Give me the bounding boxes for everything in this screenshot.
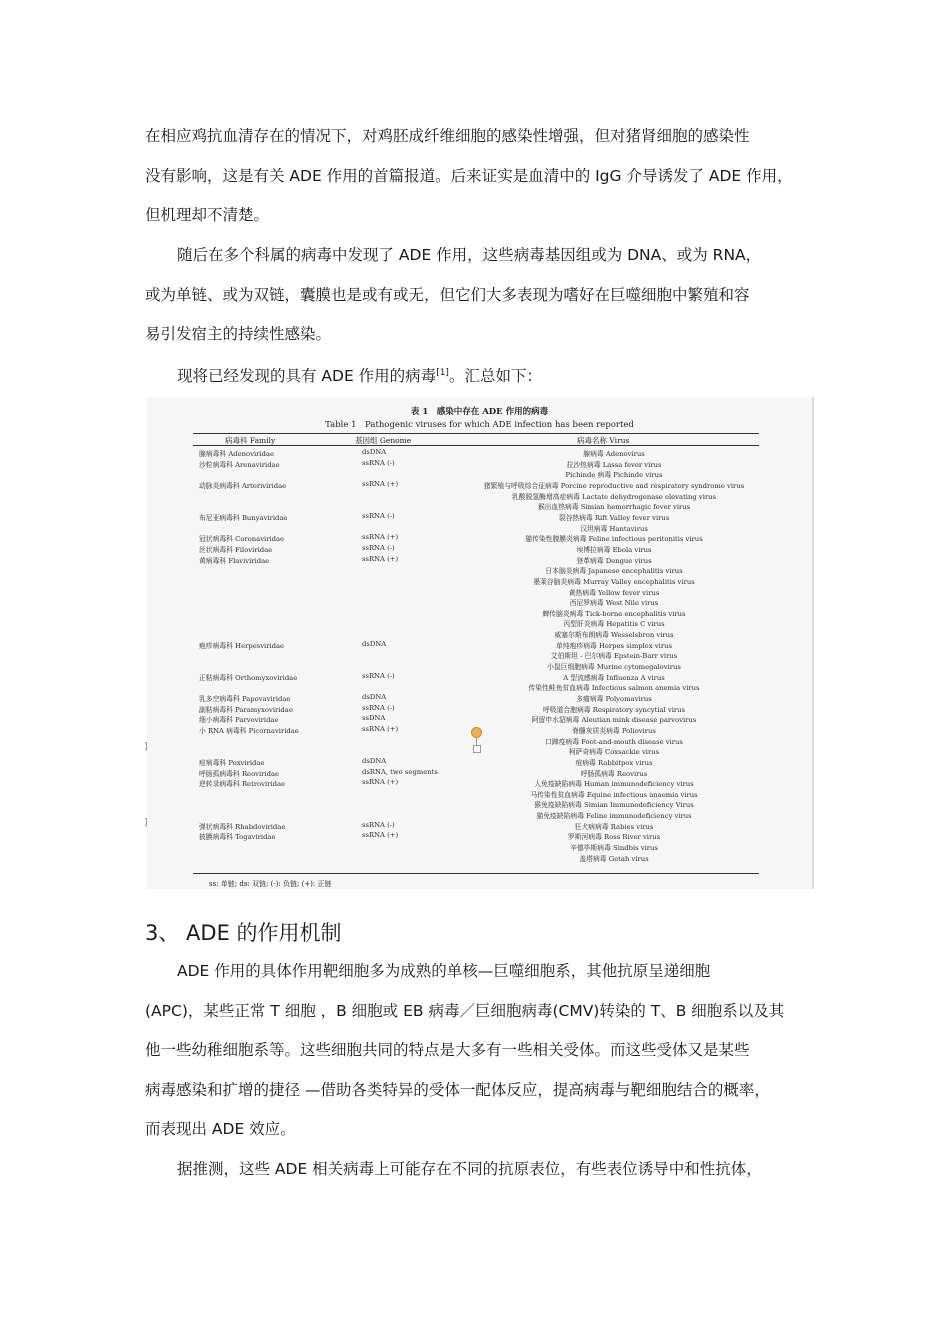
table-cell-genome: dsDNA bbox=[362, 448, 387, 456]
table-cell-genome: ssRNA (-) bbox=[362, 703, 395, 712]
table-cell-virus: 腺病毒 Adenovirus bbox=[583, 450, 645, 458]
table-header-family: 病毒科 Family bbox=[225, 436, 276, 445]
object-anchor-box-icon[interactable] bbox=[473, 745, 481, 753]
table-cell-genome: ssRNA (+) bbox=[362, 554, 399, 563]
table-cell-virus: 马传染性贫血病毒 Equine infectious anaemia virus bbox=[530, 790, 698, 799]
table-cell-virus: 辛德毕斯病毒 Sindbis virus bbox=[570, 844, 658, 853]
table-cell-family: 腺病毒科 Adenoviridae bbox=[199, 450, 274, 458]
table-cell-virus: 威塞尔斯布朗病毒 Wesselsbron virus bbox=[554, 631, 674, 640]
table-cell-virus: 日本脑炎病毒 Japanese encephalitis virus bbox=[545, 567, 683, 576]
table-cell-virus: 盖塔病毒 Getah virus bbox=[579, 854, 649, 863]
paragraph-3-text: 现将已经发现的具有 ADE 作用的病毒 bbox=[177, 367, 437, 385]
table-cell-virus: 脊髓灰质炎病毒 Poliovirus bbox=[572, 726, 656, 735]
table-cell-virus: 登革病毒 Dengue virus bbox=[576, 556, 652, 565]
table-cell-family: 丝状病毒科 Filoviridae bbox=[199, 545, 273, 554]
table-cell-family: 细小病毒科 Parvoviridae bbox=[199, 716, 279, 725]
text-line: 他一些幼稚细胞系等。这些细胞共同的特点是大多有一些相关受体。而这些受体又是某些 bbox=[145, 1041, 750, 1059]
table-cell-virus: 呼吸道合胞病毒 Respiratory syncytial virus bbox=[542, 705, 686, 714]
table-cell-family: 小 RNA 病毒科 Picornaviridae bbox=[199, 726, 299, 735]
virus-table-image[interactable] bbox=[147, 397, 814, 889]
table-cell-virus: 蜱传脑炎病毒 Tick-borne encephalitis virus bbox=[542, 609, 686, 618]
table-caption-cn: 表 1 感染中存在 ADE 作用的病毒 bbox=[410, 407, 549, 417]
table-cell-family: 疱疹病毒科 Herpesviridae bbox=[199, 641, 285, 650]
text-line: 据推测，这些 ADE 相关病毒上可能存在不同的抗原表位，有些表位诱导中和性抗体， bbox=[177, 1160, 762, 1178]
table-cell-virus: 埃博拉病毒 Ebola virus bbox=[576, 545, 652, 554]
table-cell-family: 黄病毒科 Flaviviridae bbox=[199, 556, 270, 565]
table-cell-genome: ssRNA (+) bbox=[362, 831, 399, 840]
text-line: 易引发宿主的持续性感染。 bbox=[145, 325, 332, 343]
margin-bracket-icon: ] bbox=[144, 742, 148, 752]
table-cell-virus: 猪繁殖与呼吸综合征病毒 Porcine reproductive and respiratory syndrome virus bbox=[483, 482, 745, 490]
table-cell-virus: 乳酸脱氢酶增高症病毒 Lactate dehydrogenase elevating virus bbox=[512, 492, 716, 501]
anchor-connector bbox=[476, 738, 477, 745]
table-cell-genome: dsDNA bbox=[362, 693, 387, 701]
text-line: 而表现出 ADE 效应。 bbox=[145, 1120, 296, 1138]
paragraph-2 bbox=[145, 236, 817, 355]
table-cell-virus: 柯萨奇病毒 Coxsackie virus bbox=[568, 748, 660, 757]
table-cell-virus: 狂犬病病毒 Rabies virus bbox=[574, 822, 654, 831]
table-cell-virus: Pichinde 病毒 Pichinde virus bbox=[565, 471, 663, 480]
table-cell-family: 动脉炎病毒科 Arteriviridae bbox=[199, 482, 287, 490]
table-cell-virus: 口蹄疫病毒 Foot-and-mouth disease virus bbox=[545, 737, 683, 746]
paragraph-4 bbox=[145, 952, 817, 1150]
table-cell-virus: 墨莱谷脑炎病毒 Murray Valley encephalitis virus bbox=[533, 577, 695, 586]
table-cell-virus: 多瘤病毒 Polyomavirus bbox=[576, 695, 652, 703]
text-line: 但机理却不清楚。 bbox=[145, 206, 270, 224]
table-cell-genome: ssRNA (-) bbox=[362, 820, 395, 829]
table-cell-family: 布尼亚病毒科 Bunyaviridae bbox=[199, 513, 288, 522]
text-line: ADE 作用的具体作用靶细胞多为成熟的单核—巨噬细胞系，其他抗原呈递细胞 bbox=[177, 962, 711, 980]
table-cell-virus: 裂谷热病毒 Rift Valley fever virus bbox=[558, 513, 670, 522]
table-cell-virus: 传染性鲑鱼贫血病毒 Infectious salmon anemia virus bbox=[528, 684, 700, 693]
table-cell-virus: 人免疫缺陷病毒 Human immunodeficiency virus bbox=[534, 780, 694, 789]
table-header-virus: 病毒名称 Virus bbox=[577, 436, 630, 445]
table-cell-family: 沙粒病毒科 Arenaviridae bbox=[199, 460, 280, 469]
table-top-rule bbox=[193, 433, 759, 434]
table-header-rule bbox=[193, 445, 759, 446]
table-cell-genome: ssRNA (+) bbox=[362, 778, 399, 787]
table-cell-virus: 猫传染性腹膜炎病毒 Feline infectious peritonitis virus bbox=[525, 535, 703, 544]
table-cell-virus: 罗斯河病毒 Ross River virus bbox=[567, 833, 661, 842]
table-cell-genome: ssRNA (+) bbox=[362, 480, 399, 488]
table-cell-genome: ssRNA (-) bbox=[362, 543, 395, 552]
text-line: 随后在多个科属的病毒中发现了 ADE 作用，这些病毒基因组或为 DNA、或为 RNA， bbox=[177, 246, 762, 264]
table-cell-genome: ssRNA (-) bbox=[362, 671, 395, 680]
table-cell-genome: dsDNA bbox=[362, 756, 387, 765]
paragraph-1 bbox=[145, 117, 817, 236]
table-cell-family: 冠状病毒科 Coronaviridae bbox=[199, 535, 285, 544]
table-footnote: ss: 单链; ds: 双链; (-): 负链; (+): 正链 bbox=[209, 880, 332, 888]
table-cell-virus: 拉沙热病毒 Lassa fever virus bbox=[566, 460, 662, 469]
table-cell-family: 乳多空病毒科 Papovaviridae bbox=[199, 695, 291, 703]
text-line: (APC)，某些正常 T 细胞 ，B 细胞或 EB 病毒／巨细胞病毒(CMV)转染的 T、B 细胞系以及其 bbox=[145, 1001, 785, 1020]
paragraph-5 bbox=[145, 1150, 817, 1190]
table-cell-virus: 黄热病毒 Yellow fever virus bbox=[568, 588, 660, 597]
table-cell-genome: ssRNA (+) bbox=[362, 533, 399, 542]
paragraph-3 bbox=[145, 354, 817, 397]
citation-link[interactable]: [1] bbox=[436, 368, 449, 378]
text-line: 没有影响，这是有关 ADE 作用的首篇报道。后来证实是血清中的 IgG 介导诱发了 ADE 作用， bbox=[145, 166, 793, 185]
text-line: 或为单链、或为双链，囊膜也是或有或无，但它们大多表现为嗜好在巨噬细胞中繁殖和容 bbox=[145, 285, 750, 304]
text-line: 在相应鸡抗血清存在的情况下，对鸡胚成纤维细胞的感染性增强，但对猪肾细胞的感染性 bbox=[145, 127, 750, 145]
table-cell-genome: dsDNA bbox=[362, 639, 387, 648]
table-cell-virus: 痘病毒 Rabbitpox virus bbox=[575, 758, 653, 767]
table-cell-genome: ssRNA (-) bbox=[362, 458, 395, 467]
table-cell-genome: dsRNA, two segments bbox=[362, 767, 438, 776]
table-cell-virus: 阿留申水貂病毒 Aleutian mink disease parvovirus bbox=[531, 716, 697, 725]
table-cell-virus: 丙型肝炎病毒 Hepatitis C virus bbox=[563, 620, 665, 629]
table-cell-virus: 猴出血热病毒 Simian hemorrhagic fever virus bbox=[537, 503, 691, 512]
table-cell-family: 正粘病毒科 Orthomyxoviridae bbox=[199, 673, 298, 682]
table-cell-virus: 呼肠孤病毒 Reovirus bbox=[580, 769, 648, 778]
table-cell-virus: 小鼠巨细胞病毒 Murine cytomegalovirus bbox=[547, 663, 681, 671]
table-cell-virus: 艾伯斯坦 - 巴尔病毒 Epstein-Barr virus bbox=[550, 652, 678, 661]
section-heading: 3、 ADE 的作用机制 bbox=[145, 921, 342, 945]
table-cell-family: 副粘病毒科 Paramyxoviridae bbox=[199, 705, 293, 714]
table-bottom-rule bbox=[193, 873, 759, 874]
table-cell-virus: 猫免疫缺陷病毒 Feline immunodeficiency virus bbox=[536, 812, 692, 821]
table-cell-family: 逆转录病毒科 Retroviridae bbox=[199, 780, 286, 789]
table-cell-virus: 汉坦病毒 Hantavirus bbox=[580, 524, 648, 533]
table-cell-family: 披膜病毒科 Togaviridae bbox=[199, 833, 276, 842]
table-cell-family: 呼肠孤病毒科 Reoviridae bbox=[199, 769, 280, 778]
paragraph-3-text-end: 。汇总如下： bbox=[448, 367, 542, 385]
table-caption-en: Table 1 Pathogenic viruses for which ADE infection has been reported bbox=[325, 420, 634, 430]
table-cell-family: 弹状病毒科 Rhabdoviridae bbox=[199, 822, 286, 831]
text-line bbox=[145, 354, 817, 397]
text-line: 病毒感染和扩增的捷径 —借助各类特异的受体一配体反应，提高病毒与靶细胞结合的概率， bbox=[145, 1080, 770, 1099]
table-cell-genome: ssDNA bbox=[362, 714, 386, 723]
table-cell-virus: A 型流感病毒 Influenza A virus bbox=[563, 673, 665, 682]
table-cell-genome: ssRNA (+) bbox=[362, 724, 399, 733]
table-cell-virus: 西尼罗病毒 West Nile virus bbox=[569, 599, 659, 608]
margin-bracket-icon: ] bbox=[144, 818, 148, 828]
table-cell-virus: 单纯疱疹病毒 Herpes simplex virus bbox=[556, 641, 672, 650]
object-anchor-handle-icon[interactable] bbox=[471, 727, 482, 738]
table-header-genome: 基因组 Genome bbox=[355, 436, 412, 445]
table-cell-family: 痘病毒科 Poxviridae bbox=[199, 758, 265, 767]
table-cell-genome: ssRNA (-) bbox=[362, 511, 395, 520]
table-cell-virus: 猴免疫缺陷病毒 Simian Immunodeficiency Virus bbox=[534, 801, 694, 810]
